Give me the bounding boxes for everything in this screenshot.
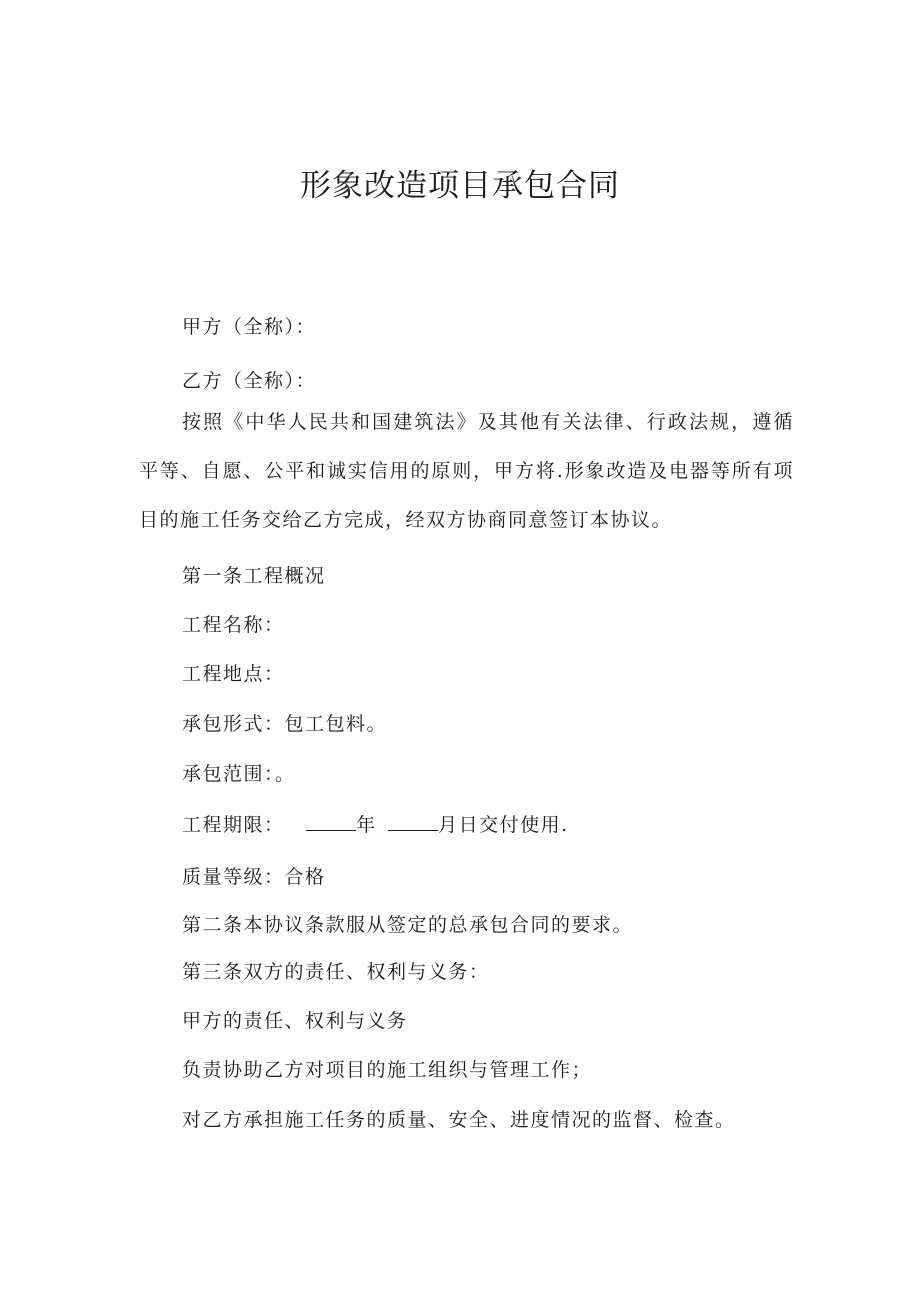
preamble-paragraph: 按照《中华人民共和国建筑法》及其他有关法律、行政法规，遵循平等、自愿、公平和诚实信用的原则，甲方将.形象改造及电器等所有项目的施工任务交给乙方完成，经双方协商同意签订本协议。 <box>139 411 794 531</box>
article-2-line: 第二条本协议条款服从签定的总承包合同的要求。 <box>182 914 634 936</box>
project-location-line: 工程地点： <box>182 663 285 685</box>
party-a-duties-heading: 甲方的责任、权利与义务 <box>182 1010 408 1032</box>
project-name-line: 工程名称： <box>182 614 285 636</box>
project-period-line <box>182 810 569 837</box>
duty-item-2: 对乙方承担施工任务的质量、安全、进度情况的监督、检查。 <box>182 1109 736 1131</box>
duty-item-1: 负责协助乙方对项目的施工组织与管理工作； <box>182 1059 593 1081</box>
period-tail: 月日交付使用. <box>438 814 569 836</box>
period-label: 工程期限： <box>182 814 285 836</box>
year-blank <box>306 814 356 831</box>
article-1-heading: 第一条工程概况 <box>182 565 326 587</box>
document-title: 形象改造项目承包合同 <box>300 168 620 204</box>
quality-level-line: 质量等级：合格 <box>182 866 326 888</box>
month-blank <box>388 814 438 831</box>
party-b-line: 乙方（全称）： <box>182 370 317 392</box>
party-a-line: 甲方（全称）： <box>182 316 317 338</box>
contract-form-line: 承包形式：包工包料。 <box>182 713 388 735</box>
contract-scope-line: 承包范围：。 <box>182 763 296 785</box>
article-3-heading: 第三条双方的责任、权利与义务： <box>182 961 490 983</box>
period-year-unit: 年 <box>356 814 377 836</box>
